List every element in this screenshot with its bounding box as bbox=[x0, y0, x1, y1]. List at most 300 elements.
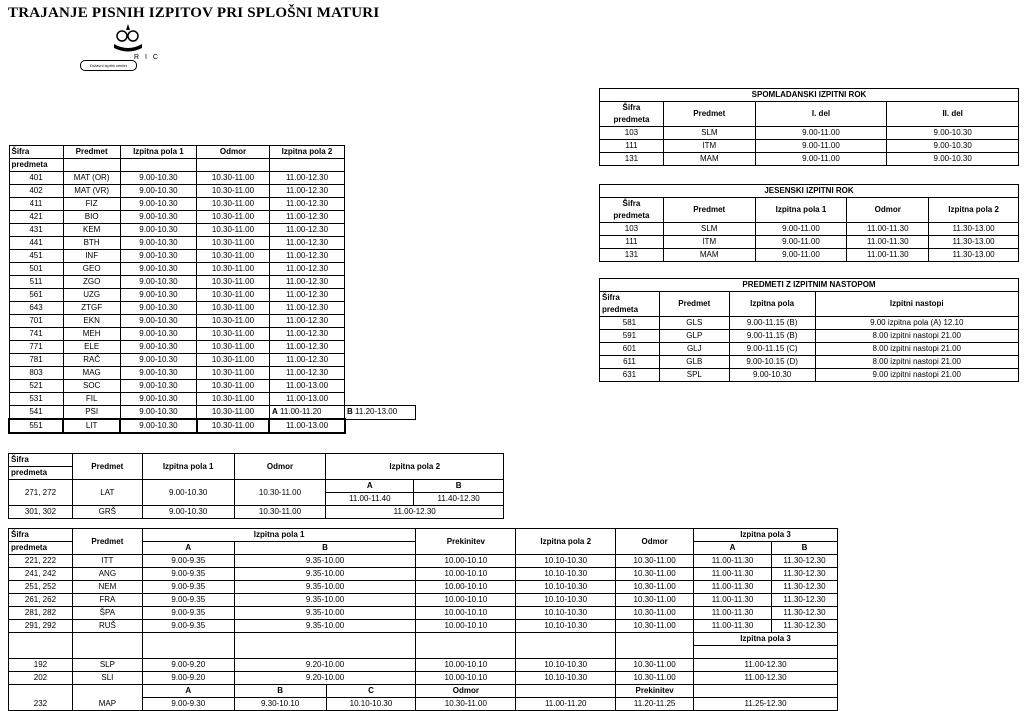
cell-prekinitev: 10.00-10.10 bbox=[416, 568, 516, 581]
cell-code: 431 bbox=[9, 224, 63, 237]
cell-pola1-a: 9.00-9.35 bbox=[142, 620, 234, 633]
cell-subject: MAT (OR) bbox=[63, 172, 120, 185]
cell-odmor: 10.30-11.00 bbox=[197, 354, 270, 367]
cell-odmor: 10.30-11.00 bbox=[616, 581, 694, 594]
cell-pola2: 11.00-12.30 bbox=[269, 185, 344, 198]
cell-odmor: 10.30-11.00 bbox=[197, 276, 270, 289]
cell-pola1: 9.00-10.30 bbox=[120, 328, 196, 341]
table-row bbox=[9, 419, 416, 433]
cell-nastopi: 9.00 izpitna pola (A) 12.10 bbox=[815, 317, 1018, 330]
cell-subject: ZTGF bbox=[63, 302, 120, 315]
cell-idel: 9.00-11.00 bbox=[755, 127, 887, 140]
col-header-pola2: Izpitna pola 2 bbox=[326, 454, 504, 480]
cell-pola3-a: 11.00-11.30 bbox=[694, 607, 772, 620]
cell-subject: MAP bbox=[72, 685, 142, 711]
cell-code: 281, 282 bbox=[9, 607, 73, 620]
cell-subject: ITM bbox=[663, 236, 755, 249]
cell-code: 701 bbox=[9, 315, 63, 328]
cell-pola2: 11.00-12.30 bbox=[269, 289, 344, 302]
col-header-pola1: Izpitna pola 1 bbox=[755, 198, 847, 223]
col-header-predmet: Predmet bbox=[72, 529, 142, 555]
cell-pola2: 11.00-12.30 bbox=[269, 328, 344, 341]
cell-pola3: 11.00-12.30 bbox=[694, 659, 838, 672]
cell-pola1-b: 9.35-10.00 bbox=[234, 594, 416, 607]
col-header-iidel: II. del bbox=[887, 102, 1019, 127]
col-header-prekinitev: Prekinitev bbox=[416, 529, 516, 555]
cell-idel: 9.00-11.00 bbox=[755, 140, 887, 153]
col-header-pola2: Izpitna pola 2 bbox=[929, 198, 1019, 223]
sub-header-a: A bbox=[142, 685, 234, 698]
cell-odmor: 10.30-11.00 bbox=[234, 506, 326, 519]
cell-iidel: 9.00-10.30 bbox=[887, 127, 1019, 140]
cell-subject: SLM bbox=[663, 127, 755, 140]
cell-pola2-b: 11.40-12.30 bbox=[414, 493, 504, 506]
table-header-row bbox=[9, 146, 416, 159]
col-header-sifra: Šifra predmeta bbox=[600, 102, 664, 127]
cell-pola2: 11.00-12.30 bbox=[269, 276, 344, 289]
cell-code: 441 bbox=[9, 237, 63, 250]
cell-pola2: 11.00-12.30 bbox=[269, 367, 344, 380]
cell-subject: UZG bbox=[63, 289, 120, 302]
cell-subject: MAG bbox=[63, 367, 120, 380]
cell-odmor: 10.30-11.00 bbox=[197, 185, 270, 198]
cell-pola1-b: 9.35-10.00 bbox=[234, 620, 416, 633]
cell-code: 501 bbox=[9, 263, 63, 276]
cell-pola: 9.00-10.30 bbox=[729, 369, 815, 382]
cell-nastopi: 8.00 izpitni nastopi 21.00 bbox=[815, 330, 1018, 343]
table-row bbox=[9, 480, 504, 493]
col-header-predmet: Predmet bbox=[663, 198, 755, 223]
cell-prekinitev: 10.00-10.10 bbox=[416, 620, 516, 633]
cell-subject: MAM bbox=[663, 249, 755, 262]
table-row bbox=[600, 369, 1019, 382]
cell-pola1-b: 9.20-10.00 bbox=[234, 672, 416, 685]
cell-subject: ELE bbox=[63, 341, 120, 354]
cell-code: 241, 242 bbox=[9, 568, 73, 581]
autumn-term-table bbox=[599, 184, 1019, 262]
cell-subject: MEH bbox=[63, 328, 120, 341]
col-header-predmeta: predmeta bbox=[9, 159, 63, 172]
cell-subject: LAT bbox=[72, 480, 142, 506]
cell-pola1: 9.00-10.30 bbox=[120, 211, 196, 224]
cell-pola1-c: 10.10-10.30 bbox=[326, 698, 416, 711]
table-row bbox=[9, 250, 416, 263]
cell-subject: ANG bbox=[72, 568, 142, 581]
sub-header-a: A bbox=[142, 542, 234, 555]
cell-subject: FIL bbox=[63, 393, 120, 406]
cell-code: 202 bbox=[9, 672, 73, 685]
cell-prekinitev: 11.20-11.25 bbox=[616, 698, 694, 711]
cell-pola3-b: 11.30-12.30 bbox=[771, 581, 837, 594]
table-row bbox=[600, 249, 1019, 262]
col-header-predmet: Predmet bbox=[63, 146, 120, 159]
cell-pola1: 9.00-10.30 bbox=[120, 302, 196, 315]
cell-pola1: 9.00-10.30 bbox=[120, 224, 196, 237]
cell-odmor: 11.00-11.30 bbox=[847, 249, 929, 262]
sub-header-a: A bbox=[694, 542, 772, 555]
table-row bbox=[9, 185, 416, 198]
cell-code: 103 bbox=[600, 223, 664, 236]
table-header-row-2 bbox=[9, 159, 416, 172]
cell-odmor: 10.30-11.00 bbox=[197, 367, 270, 380]
cell-pola1-b: 9.35-10.00 bbox=[234, 568, 416, 581]
cell-code: 411 bbox=[9, 198, 63, 211]
cell-pola2: 10.10-10.30 bbox=[516, 659, 616, 672]
table-row bbox=[9, 620, 838, 633]
cell-pola1-a: 9.00-9.20 bbox=[142, 672, 234, 685]
cell-prekinitev: 10.00-10.10 bbox=[416, 581, 516, 594]
cell-pola1: 9.00-10.30 bbox=[120, 198, 196, 211]
cell-pola3-a: 11.00-11.30 bbox=[694, 594, 772, 607]
cell-code: 421 bbox=[9, 211, 63, 224]
table-row bbox=[9, 555, 838, 568]
cell-code: 521 bbox=[9, 380, 63, 393]
page-title: TRAJANJE PISNIH IZPITOV PRI SPLOŠNI MATURI bbox=[8, 5, 380, 21]
cell-pola1-b: 9.20-10.00 bbox=[234, 659, 416, 672]
cell-subject: BTH bbox=[63, 237, 120, 250]
logo-letters: R I C bbox=[134, 54, 160, 61]
cell-pola1-a: 9.00-9.30 bbox=[142, 698, 234, 711]
cell-pola2: 11.00-12.30 bbox=[269, 250, 344, 263]
col-header-predmet: Predmet bbox=[663, 102, 755, 127]
col-header-pola3: Izpitna pola 3 bbox=[694, 633, 838, 646]
table-row bbox=[9, 581, 838, 594]
cell-pola1: 9.00-10.30 bbox=[120, 419, 196, 433]
cell-code: 192 bbox=[9, 659, 73, 672]
cell-pola2: 11.00-12.30 bbox=[269, 263, 344, 276]
cell-pola1: 9.00-10.30 bbox=[120, 172, 196, 185]
table-row bbox=[9, 172, 416, 185]
spring-term-table bbox=[599, 88, 1019, 166]
cell-code: 401 bbox=[9, 172, 63, 185]
cell-pola2: A 11.00-11.20 bbox=[269, 406, 344, 420]
table-row bbox=[9, 263, 416, 276]
col-header-sifra: Šifra bbox=[9, 146, 63, 159]
cell-subject: BIO bbox=[63, 211, 120, 224]
cell-odmor: 10.30-11.00 bbox=[197, 380, 270, 393]
cell-code: 611 bbox=[600, 356, 660, 369]
col-header-pola1: Izpitna pola 1 bbox=[142, 529, 416, 542]
cell-code: 131 bbox=[600, 153, 664, 166]
cell-pola2: 10.10-10.30 bbox=[516, 568, 616, 581]
sub-header-b: B bbox=[771, 542, 837, 555]
table-row bbox=[9, 328, 416, 341]
cell-odmor: 10.30-11.00 bbox=[416, 698, 516, 711]
cell-subject: ZGO bbox=[63, 276, 120, 289]
cell-subject: SPL bbox=[659, 369, 729, 382]
col-header-pola3: Izpitna pola 3 bbox=[694, 529, 838, 542]
cell-pola3-b: 11.30-12.30 bbox=[771, 620, 837, 633]
cell-odmor: 10.30-11.00 bbox=[197, 172, 270, 185]
cell-pola1-a: 9.00-9.35 bbox=[142, 568, 234, 581]
col-header-odmor: Odmor bbox=[197, 146, 270, 159]
cell-pola1: 9.00-11.00 bbox=[755, 249, 847, 262]
cell-code: 591 bbox=[600, 330, 660, 343]
cell-code: 581 bbox=[600, 317, 660, 330]
table-row bbox=[9, 672, 838, 685]
autumn-table-body bbox=[600, 223, 1019, 262]
cell-prekinitev: 10.00-10.10 bbox=[416, 607, 516, 620]
col-header-odmor: Odmor bbox=[847, 198, 929, 223]
cell-code: 232 bbox=[9, 685, 73, 711]
cell-pola1-b: 9.35-10.00 bbox=[234, 581, 416, 594]
col-header-predmeta: predmeta bbox=[9, 542, 73, 555]
col-header-nastopi: Izpitni nastopi bbox=[815, 292, 1018, 317]
cell-code: 111 bbox=[600, 236, 664, 249]
logo-mark-icon bbox=[108, 22, 148, 58]
cell-pola: 9.00-11.15 (B) bbox=[729, 330, 815, 343]
col-header-odmor: Odmor bbox=[234, 454, 326, 480]
autumn-title: JESENSKI IZPITNI ROK bbox=[600, 185, 1019, 198]
cell-subject: PSI bbox=[63, 406, 120, 420]
sub-label-b: B bbox=[347, 407, 353, 417]
cell-subject: ITT bbox=[72, 555, 142, 568]
sub-header-b: B bbox=[234, 685, 326, 698]
col-header-odmor: Odmor bbox=[416, 685, 516, 698]
cell-odmor: 10.30-11.00 bbox=[197, 237, 270, 250]
cell-odmor: 10.30-11.00 bbox=[616, 568, 694, 581]
table-row bbox=[600, 236, 1019, 249]
cell-nastopi: 8.00 izpitni nastopi 21.00 bbox=[815, 343, 1018, 356]
table-row bbox=[600, 317, 1019, 330]
cell-odmor: 10.30-11.00 bbox=[197, 302, 270, 315]
cell-odmor: 10.30-11.00 bbox=[197, 315, 270, 328]
cell-subject: FIZ bbox=[63, 198, 120, 211]
cell-code: 131 bbox=[600, 249, 664, 262]
cell-code: 601 bbox=[600, 343, 660, 356]
cell-odmor: 10.30-11.00 bbox=[197, 419, 270, 433]
cell-pola2: 10.10-10.30 bbox=[516, 555, 616, 568]
cell-pola1: 9.00-10.30 bbox=[120, 263, 196, 276]
table-row bbox=[9, 302, 416, 315]
cell-prekinitev: 10.00-10.10 bbox=[416, 555, 516, 568]
table-row bbox=[9, 354, 416, 367]
cell-pola1-a: 9.00-9.35 bbox=[142, 594, 234, 607]
cell-odmor: 10.30-11.00 bbox=[197, 250, 270, 263]
table-row bbox=[9, 406, 416, 420]
cell-pola2: 11.00-12.30 bbox=[269, 211, 344, 224]
sub-header-b: B bbox=[234, 542, 416, 555]
logo-caption: Državni izpitni center bbox=[80, 60, 137, 71]
cell-subject: FRA bbox=[72, 594, 142, 607]
col-header-predmeta: predmeta bbox=[9, 467, 73, 480]
cell-subject: KEM bbox=[63, 224, 120, 237]
cell-pola1: 9.00-10.30 bbox=[120, 276, 196, 289]
performance-table-body bbox=[600, 317, 1019, 382]
performance-subjects-table bbox=[599, 278, 1019, 382]
table-row bbox=[600, 356, 1019, 369]
ric-logo bbox=[80, 22, 160, 72]
sub-label-a: A bbox=[271, 407, 278, 416]
col-header-odmor: Odmor bbox=[616, 529, 694, 555]
col-header-pola1: Izpitna pola 1 bbox=[142, 454, 234, 480]
cell-odmor: 10.30-11.00 bbox=[197, 263, 270, 276]
cell-odmor: 10.30-11.00 bbox=[197, 198, 270, 211]
cell-pola1-a: 9.00-9.20 bbox=[142, 659, 234, 672]
cell-subject: SOC bbox=[63, 380, 120, 393]
cell-pola3: 11.25-12.30 bbox=[694, 698, 838, 711]
cell-subject: GEO bbox=[63, 263, 120, 276]
cell-pola3-b: 11.30-12.30 bbox=[771, 607, 837, 620]
cell-odmor: 10.30-11.00 bbox=[616, 620, 694, 633]
cell-subject: ŠPA bbox=[72, 607, 142, 620]
cell-iidel: 9.00-10.30 bbox=[887, 153, 1019, 166]
cell-code: 511 bbox=[9, 276, 63, 289]
table-row bbox=[9, 506, 504, 519]
cell-subject: MAT (VR) bbox=[63, 185, 120, 198]
cell-odmor: 10.30-11.00 bbox=[197, 328, 270, 341]
cell-pola2: 10.10-10.30 bbox=[516, 672, 616, 685]
col-header-idel: I. del bbox=[755, 102, 887, 127]
cell-pola3-a: 11.00-11.30 bbox=[694, 555, 772, 568]
table-row bbox=[600, 330, 1019, 343]
classical-languages-table bbox=[8, 453, 504, 519]
cell-odmor: 10.30-11.00 bbox=[616, 659, 694, 672]
cell-odmor: 10.30-11.00 bbox=[197, 406, 270, 420]
cell-pola1: 9.00-10.30 bbox=[120, 380, 196, 393]
cell-odmor: 10.30-11.00 bbox=[234, 480, 326, 506]
sub-header-b: B bbox=[414, 480, 504, 493]
cell-odmor: 10.30-11.00 bbox=[197, 289, 270, 302]
cell-odmor: 11.00-11.30 bbox=[847, 223, 929, 236]
cell-pola2: 11.00-12.30 bbox=[269, 341, 344, 354]
cell-pola1: 9.00-10.30 bbox=[120, 289, 196, 302]
cell-pola3-b: 11.30-12.30 bbox=[771, 568, 837, 581]
cell-odmor: 11.00-11.30 bbox=[847, 236, 929, 249]
cell-nastopi: 8.00 izpitni nastopi 21.00 bbox=[815, 356, 1018, 369]
cell-pola: 9.00-11.15 (C) bbox=[729, 343, 815, 356]
cell-subject: ITM bbox=[663, 140, 755, 153]
table-row bbox=[9, 367, 416, 380]
cell-nastopi: 9.00 izpitni nastopi 21.00 bbox=[815, 369, 1018, 382]
cell-code: 551 bbox=[9, 419, 63, 433]
cell-odmor: 10.30-11.00 bbox=[197, 211, 270, 224]
cell-pola2: 11.00-12.30 bbox=[269, 224, 344, 237]
col-header-predmet: Predmet bbox=[72, 454, 142, 480]
cell-subject: INF bbox=[63, 250, 120, 263]
cell-pola2: 11.00-12.30 bbox=[269, 302, 344, 315]
sub-header-c: C bbox=[326, 685, 416, 698]
cell-pola2: 11.00-12.30 bbox=[269, 198, 344, 211]
cell-pola2: 11.00-12.30 bbox=[269, 354, 344, 367]
cell-pola2: 11.30-13.00 bbox=[929, 223, 1019, 236]
table-row bbox=[9, 224, 416, 237]
cell-iidel: 9.00-10.30 bbox=[887, 140, 1019, 153]
cell-pola3-a: 11.00-11.30 bbox=[694, 568, 772, 581]
cell-pola1-b: 9.35-10.00 bbox=[234, 555, 416, 568]
col-header-sifra: Šifra predmeta bbox=[600, 198, 664, 223]
cell-pola1: 9.00-11.00 bbox=[755, 223, 847, 236]
cell-prekinitev: 10.00-10.10 bbox=[416, 672, 516, 685]
cell-code: 251, 252 bbox=[9, 581, 73, 594]
cell-code: 631 bbox=[600, 369, 660, 382]
cell-pola1-b: 9.35-10.00 bbox=[234, 607, 416, 620]
col-header-pola1: Izpitna pola 1 bbox=[120, 146, 196, 159]
table-row bbox=[600, 140, 1019, 153]
col-header-prekinitev: Prekinitev bbox=[616, 685, 694, 698]
cell-pola2-b: B 11.20-13.00 bbox=[345, 406, 416, 420]
col-header-pola2: Izpitna pola 2 bbox=[269, 146, 344, 159]
cell-code: 781 bbox=[9, 354, 63, 367]
cell-code: 771 bbox=[9, 341, 63, 354]
col-header-pola2: Izpitna pola 2 bbox=[516, 529, 616, 555]
table-row bbox=[600, 223, 1019, 236]
cell-code: 741 bbox=[9, 328, 63, 341]
cell-pola3-b: 11.30-12.30 bbox=[771, 555, 837, 568]
cell-pola: 9.00-10.15 (D) bbox=[729, 356, 815, 369]
cell-subject: GLB bbox=[659, 356, 729, 369]
main-schedule-table bbox=[8, 145, 416, 434]
cell-pola3-a: 11.00-11.30 bbox=[694, 620, 772, 633]
cell-code: 301, 302 bbox=[9, 506, 73, 519]
cell-odmor: 10.30-11.00 bbox=[197, 341, 270, 354]
col-header-sifra: Šifra bbox=[9, 529, 73, 542]
cell-pola2: 11.00-12.30 bbox=[269, 315, 344, 328]
cell-pola3-a: 11.00-11.30 bbox=[694, 581, 772, 594]
spring-title: SPOMLADANSKI IZPITNI ROK bbox=[600, 89, 1019, 102]
cell-pola2: 11.30-13.00 bbox=[929, 249, 1019, 262]
main-table-body bbox=[9, 172, 416, 434]
table-row bbox=[9, 393, 416, 406]
performance-title: PREDMETI Z IZPITNIM NASTOPOM bbox=[600, 279, 1019, 292]
cell-odmor: 10.30-11.00 bbox=[616, 672, 694, 685]
spring-table-body bbox=[600, 127, 1019, 166]
cell-idel: 9.00-11.00 bbox=[755, 153, 887, 166]
cell-code: 451 bbox=[9, 250, 63, 263]
cell-pola1: 9.00-10.30 bbox=[120, 185, 196, 198]
cell-subject: EKN bbox=[63, 315, 120, 328]
cell-odmor: 10.30-11.00 bbox=[197, 224, 270, 237]
cell-subject: SLI bbox=[72, 672, 142, 685]
cell-pola1: 9.00-10.30 bbox=[120, 393, 196, 406]
cell-pola2: 10.10-10.30 bbox=[516, 607, 616, 620]
cell-odmor: 10.30-11.00 bbox=[197, 393, 270, 406]
cell-subject: GRŠ bbox=[72, 506, 142, 519]
cell-pola1: 9.00-10.30 bbox=[120, 250, 196, 263]
sub-header-a: A bbox=[326, 480, 414, 493]
table-row bbox=[9, 276, 416, 289]
cell-odmor: 10.30-11.00 bbox=[616, 555, 694, 568]
cell-pola1: 9.00-10.30 bbox=[142, 480, 234, 506]
cell-pola3: 11.00-12.30 bbox=[694, 672, 838, 685]
cell-pola1: 9.00-10.30 bbox=[142, 506, 234, 519]
col-header-predmet: Predmet bbox=[659, 292, 729, 317]
cell-subject: SLP bbox=[72, 659, 142, 672]
table-row bbox=[9, 341, 416, 354]
cell-pola3-b: 11.30-12.30 bbox=[771, 594, 837, 607]
cell-odmor: 10.30-11.00 bbox=[616, 594, 694, 607]
cell-code: 561 bbox=[9, 289, 63, 302]
cell-code: 261, 262 bbox=[9, 594, 73, 607]
cell-pola2: 11.00-12.30 bbox=[269, 237, 344, 250]
cell-pola1: 9.00-10.30 bbox=[120, 406, 196, 420]
cell-subject: NEM bbox=[72, 581, 142, 594]
table-row bbox=[9, 594, 838, 607]
table-row bbox=[9, 659, 838, 672]
cell-code: 531 bbox=[9, 393, 63, 406]
table-row bbox=[9, 315, 416, 328]
cell-code: 221, 222 bbox=[9, 555, 73, 568]
table-row bbox=[9, 289, 416, 302]
cell-pola1-a: 9.00-9.35 bbox=[142, 555, 234, 568]
cell-pola2: 11.00-11.20 bbox=[516, 698, 616, 711]
cell-odmor: 10.30-11.00 bbox=[616, 607, 694, 620]
cell-pola: 9.00-11.15 (B) bbox=[729, 317, 815, 330]
modern-languages-table bbox=[8, 528, 838, 711]
cell-code: 271, 272 bbox=[9, 480, 73, 506]
cell-pola1: 9.00-10.30 bbox=[120, 315, 196, 328]
cell-pola1-a: 9.00-9.35 bbox=[142, 581, 234, 594]
